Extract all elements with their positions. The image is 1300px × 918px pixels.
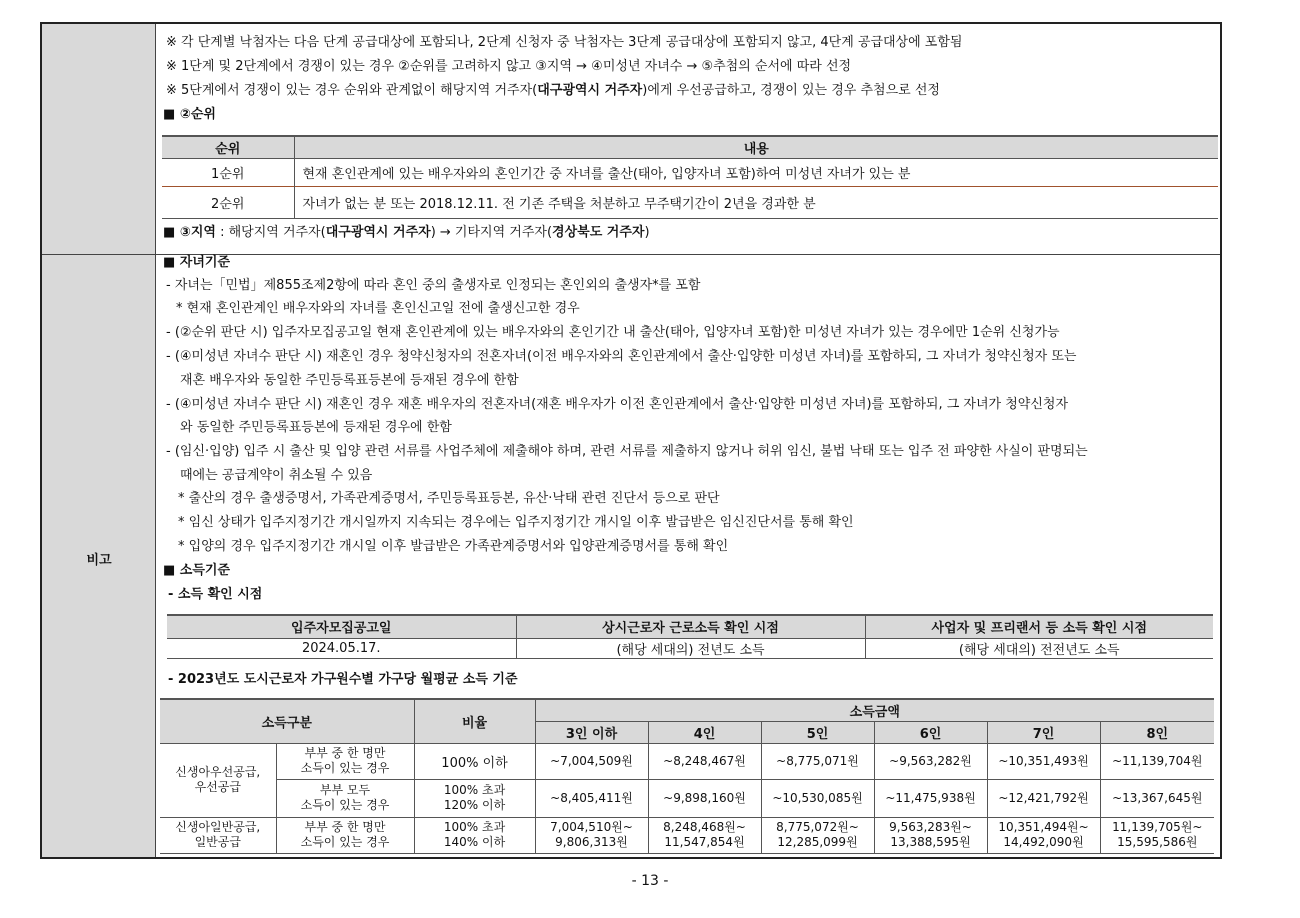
income-check-heading: - 소득 확인 시점 — [168, 587, 263, 602]
rank-table — [162, 135, 1218, 219]
income-value: ~10,530,085원 — [761, 779, 874, 817]
child-line: 때에는 공급계약이 취소될 수 있음 — [180, 468, 373, 483]
income-value: 10,351,494원~ 14,492,090원 — [987, 817, 1100, 853]
check-header: 입주자모집공고일 — [167, 615, 516, 638]
person-header: 6인 — [874, 721, 987, 743]
income-value: ~12,421,792원 — [987, 779, 1100, 817]
income-value: 11,139,705원~ 15,595,586원 — [1112, 820, 1203, 849]
rank-content: 현재 혼인관계에 있는 배우자와의 혼인기간 중 자녀를 출산(태아, 입양자녀 포함)하여 미성년 자녀가 있는 분 — [302, 166, 911, 182]
income-value: ~8,405,411원 — [535, 779, 648, 817]
person-header: 5인 — [761, 721, 874, 743]
income-group-cell: 신생아우선공급, 우선공급 — [160, 743, 276, 817]
child-line: - (④미성년 자녀수 판단 시) 재혼인 경우 재혼 배우자의 전혼자녀(재혼 배우자가 이전 혼인관계에서 출산·입양한 미성년 자녀)를 포함하되, 그 자녀가 청약신청자 — [166, 397, 1069, 412]
income-value: ~10,351,493원 — [987, 743, 1100, 779]
income-value: 8,775,072원~ 12,285,099원 — [761, 817, 874, 853]
income-value: ~8,248,467원 — [648, 743, 761, 779]
ratio-cell: 100% 초과 120% 이하 — [414, 779, 535, 817]
note-line: ※ 각 단계별 낙첨자는 다음 단계 공급대상에 포함되나, 2단계 신청자 중 낙첨자는 3단계 공급대상에 포함되지 않고, 4단계 공급대상에 포함됨 — [166, 35, 963, 50]
income-category-header: 소득구분 — [160, 699, 414, 743]
ratio-cell: 100% 초과 140% 이하 — [414, 817, 535, 853]
income-value: ~7,004,509원 — [535, 743, 648, 779]
note-line: ※ 1단계 및 2단계에서 경쟁이 있는 경우 ②순위를 고려하지 않고 ③지역 → ④미성년 자녀수 → ⑤추첨의 순서에 따라 선정 — [166, 59, 852, 74]
child-line: - 자녀는「민법」제855조제2항에 따라 혼인 중의 출생자로 인정되는 혼인외의 출생자*를 포함 — [166, 278, 701, 293]
check-header: 상시근로자 근로소득 확인 시점 — [516, 615, 865, 638]
income-heading: ■ 소득기준 — [163, 563, 231, 578]
child-line: - (②순위 판단 시) 입주자모집공고일 현재 혼인관계에 있는 배우자와의 혼인기간 내 출산(태아, 입양자녀 포함)한 미성년 자녀가 있는 경우에만 1순위 신청가능 — [166, 325, 1060, 340]
child-line: - (임신·입양) 입주 시 출산 및 입양 관련 서류를 사업주체에 제출해야 하며, 관련 서류를 제출하지 않거나 허위 임신, 불법 낙태 또는 입주 전 파양한 사실이 판명되는 — [166, 444, 1088, 459]
region-line: ■ ③지역 : 해당지역 거주자(대구광역시 거주자) → 기타지역 거주자(경상북도 거주자) — [163, 225, 650, 240]
note-line: ※ 5단계에서 경쟁이 있는 경우 순위와 관계없이 해당지역 거주자(대구광역시 거주자)에게 우선공급하고, 경쟁이 있는 경우 추첨으로 선정 — [166, 83, 940, 98]
income-check-table — [167, 614, 1213, 659]
ratio-cell: 100% 이하 — [414, 743, 535, 779]
check-cell: (해당 세대의) 전년도 소득 — [516, 638, 865, 658]
income-value: 9,563,283원~ 13,388,595원 — [874, 817, 987, 853]
amount-header: 소득금액 — [535, 699, 1214, 721]
person-header: 4인 — [648, 721, 761, 743]
child-line: * 임신 상태가 입주지정기간 개시일까지 지속되는 경우에는 입주지정기간 개시일 이후 발급받은 임신진단서를 통해 확인 — [178, 515, 854, 530]
rank-content: 자녀가 없는 분 또는 2018.12.11. 전 기존 주택을 처분하고 무주택기간이 2년을 경과한 분 — [302, 196, 816, 212]
child-line: 와 동일한 주민등록표등본에 등재된 경우에 한함 — [180, 420, 452, 435]
income-sub-cell: 부부 모두 소득이 있는 경우 — [276, 779, 414, 817]
ratio-header: 비율 — [414, 699, 535, 743]
label-column — [42, 24, 156, 857]
remarks-label: 비고 — [86, 553, 112, 568]
check-header: 사업자 및 프리랜서 등 소득 확인 시점 — [865, 615, 1213, 638]
person-header: 3인 이하 — [535, 721, 648, 743]
income-value: ~9,563,282원 — [874, 743, 987, 779]
income-sub-cell: 부부 중 한 명만 소득이 있는 경우 — [276, 743, 414, 779]
child-heading: ■ 자녀기준 — [163, 255, 231, 270]
income-value: 7,004,510원~ 9,806,313원 — [535, 817, 648, 853]
income-std-heading: - 2023년도 도시근로자 가구원수별 가구당 월평균 소득 기준 — [168, 672, 518, 687]
income-table — [160, 698, 1214, 854]
person-header: 8인 — [1100, 721, 1214, 743]
child-line: - (④미성년 자녀수 판단 시) 재혼인 경우 청약신청자의 전혼자녀(이전 배우자와의 혼인관계에서 출산·입양한 미성년 자녀)를 포함하되, 그 자녀가 청약신청자 또는 — [166, 349, 1077, 364]
person-header: 7인 — [987, 721, 1100, 743]
child-line: * 현재 혼인관계인 배우자와의 자녀를 혼인신고일 전에 출생신고한 경우 — [176, 301, 580, 316]
page-number: - 13 - — [631, 873, 669, 889]
income-sub-cell: 부부 중 한 명만 소득이 있는 경우 — [276, 817, 414, 853]
child-line: 재혼 배우자와 동일한 주민등록표등본에 등재된 경우에 한함 — [180, 373, 519, 388]
child-line: * 입양의 경우 입주지정기간 개시일 이후 발급받은 가족관계증명서와 입양관계증명서를 통해 확인 — [178, 539, 729, 554]
content-header: 내용 — [294, 136, 1218, 158]
rank-cell: 1순위 — [162, 158, 294, 186]
income-value: ~9,898,160원 — [648, 779, 761, 817]
rank-cell: 2순위 — [162, 186, 294, 218]
check-cell: (해당 세대의) 전전년도 소득 — [958, 642, 1120, 658]
income-value: ~11,139,704원 — [1112, 753, 1203, 768]
income-value: ~8,775,071원 — [761, 743, 874, 779]
income-value: ~11,475,938원 — [874, 779, 987, 817]
child-line: * 출산의 경우 출생증명서, 가족관계증명서, 주민등록표등본, 유산·낙태 관련 진단서 등으로 판단 — [178, 491, 720, 506]
rank-header: 순위 — [162, 136, 294, 158]
income-value: 8,248,468원~ 11,547,854원 — [648, 817, 761, 853]
rank-heading: ■ ②순위 — [163, 107, 216, 122]
income-group-cell: 신생아일반공급, 일반공급 — [160, 817, 276, 853]
check-cell: 2024.05.17. — [167, 638, 516, 658]
income-value: ~13,367,645원 — [1112, 790, 1203, 805]
